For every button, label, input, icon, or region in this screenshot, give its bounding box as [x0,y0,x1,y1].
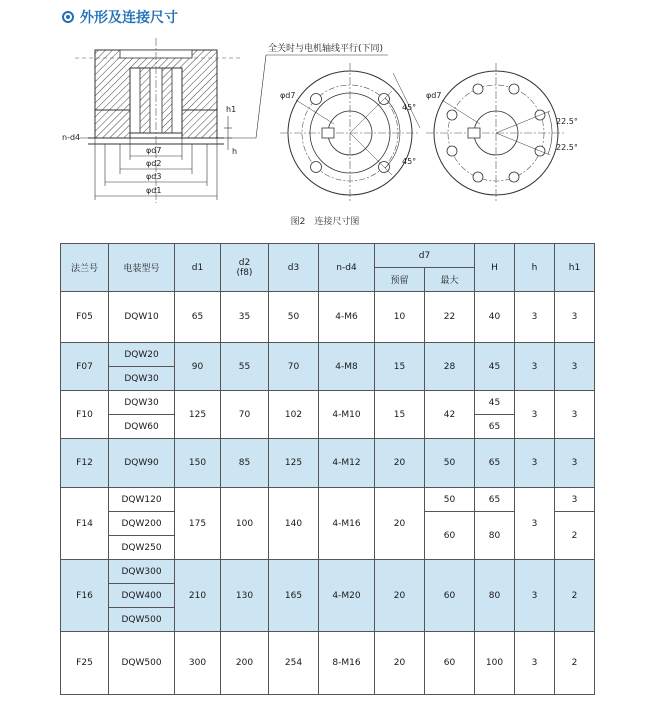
cell-h: 3 [515,292,555,343]
cell-d1: 65 [175,292,221,343]
header-flange: 法兰号 [61,244,109,292]
cell-h: 3 [515,632,555,695]
cell-d2: 200 [221,632,269,695]
table-row [61,343,595,367]
cell-nd4: 4-M20 [319,560,375,632]
cell-d2: 85 [221,439,269,488]
cell-d2: 130 [221,560,269,632]
table-row [61,292,595,343]
side-section-view [62,38,240,203]
cell-d7-max: 60 [425,632,475,695]
cell-d7-reserved: 20 [375,560,425,632]
cell-flange: F10 [61,391,109,439]
cell-d3: 70 [269,343,319,391]
h1-label: h1 [226,105,237,114]
header-d2-main: d2 [238,257,251,268]
flange-front-view-4-holes [280,63,420,203]
d3-label: φd3 [146,172,162,181]
cell-H: 80 [475,560,515,632]
cell-d3: 165 [269,560,319,632]
cell-model: DQW400 [109,584,175,608]
cell-h: 3 [515,439,555,488]
cell-model: DQW20 [109,343,175,367]
header-d2-sub: (f8) [236,267,253,278]
cell-h1: 2 [555,512,595,560]
circle-bullet-icon [62,11,74,23]
d7-front2-label: φd7 [426,91,442,100]
cell-d7-reserved: 20 [375,632,425,695]
cell-d2: 70 [221,391,269,439]
cell-h: 3 [515,391,555,439]
cell-flange: F16 [61,560,109,632]
cell-d3: 102 [269,391,319,439]
cell-model: DQW30 [109,367,175,391]
table-header-row [61,244,595,268]
cell-model: DQW500 [109,632,175,695]
header-d7-reserved: 预留 [375,268,425,292]
section-heading [62,6,178,28]
cell-d2: 35 [221,292,269,343]
figure-caption: 图2 连接尺寸图 [290,217,360,227]
h-label: h [232,147,238,156]
angle-45-bottom-label: 45° [402,157,417,166]
cell-model: DQW200 [109,512,175,536]
cell-d7-max: 28 [425,343,475,391]
cell-flange: F07 [61,343,109,391]
cell-flange: F25 [61,632,109,695]
cell-h1: 3 [555,439,595,488]
header-d2 [221,244,269,292]
cell-h1: 2 [555,632,595,695]
orientation-note-text: 全关时与电机轴线平行(下同) [268,44,384,54]
cell-model: DQW60 [109,415,175,439]
header-nd4: n-d4 [319,244,375,292]
cell-d7-max: 42 [425,391,475,439]
cell-nd4: 4-M6 [319,292,375,343]
header-d3: d3 [269,244,319,292]
cell-H: 40 [475,292,515,343]
cell-H: 80 [475,512,515,560]
cell-d1: 210 [175,560,221,632]
table-row [61,439,595,488]
cell-h1: 3 [555,391,595,439]
table-row [61,560,595,584]
cell-d3: 254 [269,632,319,695]
cell-nd4: 4-M10 [319,391,375,439]
cell-d3: 50 [269,292,319,343]
cell-model: DQW500 [109,608,175,632]
cell-h1: 3 [555,488,595,512]
cell-model: DQW120 [109,488,175,512]
n-d4-label: n-d4 [62,133,81,142]
connection-dimension-table [60,243,595,695]
cell-d1: 90 [175,343,221,391]
cell-model: DQW10 [109,292,175,343]
cell-d7-max: 50 [425,488,475,512]
cell-h1: 2 [555,560,595,632]
cell-h1: 3 [555,343,595,391]
cell-d3: 125 [269,439,319,488]
header-d7: d7 [375,244,475,268]
section-title: 外形及连接尺寸 [80,10,178,26]
cell-d7-reserved: 20 [375,488,425,560]
d7-front-label: φd7 [280,91,296,100]
cell-H: 65 [475,415,515,439]
cell-d7-max: 50 [425,439,475,488]
table-row [61,632,595,695]
cell-d1: 150 [175,439,221,488]
cell-h1: 3 [555,292,595,343]
cell-nd4: 4-M12 [319,439,375,488]
cell-d2: 100 [221,488,269,560]
cell-d7-reserved: 15 [375,391,425,439]
cell-H: 45 [475,343,515,391]
cell-model: DQW300 [109,560,175,584]
cell-nd4: 8-M16 [319,632,375,695]
header-h: h [515,244,555,292]
cell-d7-reserved: 10 [375,292,425,343]
angle-22-top-label: 22.5° [556,117,578,126]
cell-h: 3 [515,560,555,632]
cell-flange: F05 [61,292,109,343]
cell-d1: 125 [175,391,221,439]
angle-22-bottom-label: 22.5° [556,143,578,152]
cell-H: 65 [475,488,515,512]
cell-H: 45 [475,391,515,415]
cell-H: 65 [475,439,515,488]
cell-h: 3 [515,343,555,391]
cell-d1: 300 [175,632,221,695]
cell-d7-max: 60 [425,560,475,632]
table-row [61,488,595,512]
cell-flange: F12 [61,439,109,488]
d2-label: φd2 [146,159,162,168]
d1-label: φd1 [146,186,162,195]
cell-model: DQW90 [109,439,175,488]
cell-d7-reserved: 20 [375,439,425,488]
cell-h: 3 [515,488,555,560]
header-d7-max: 最大 [425,268,475,292]
angle-45-top-label: 45° [402,103,417,112]
cell-d2: 55 [221,343,269,391]
header-d1: d1 [175,244,221,292]
cell-nd4: 4-M16 [319,488,375,560]
header-H: H [475,244,515,292]
table-row [61,391,595,415]
cell-flange: F14 [61,488,109,560]
cell-model: DQW250 [109,536,175,560]
cell-model: DQW30 [109,391,175,415]
cell-d1: 175 [175,488,221,560]
cell-nd4: 4-M8 [319,343,375,391]
cell-d7-max: 60 [425,512,475,560]
header-model: 电装型号 [109,244,175,292]
header-h1: h1 [555,244,595,292]
connection-dimension-drawing [0,28,650,218]
cell-d3: 140 [269,488,319,560]
cell-d7-reserved: 15 [375,343,425,391]
cell-d7-max: 22 [425,292,475,343]
cell-H: 100 [475,632,515,695]
flange-front-view-8-holes [426,63,578,203]
d7-side-label: φd7 [146,146,162,155]
